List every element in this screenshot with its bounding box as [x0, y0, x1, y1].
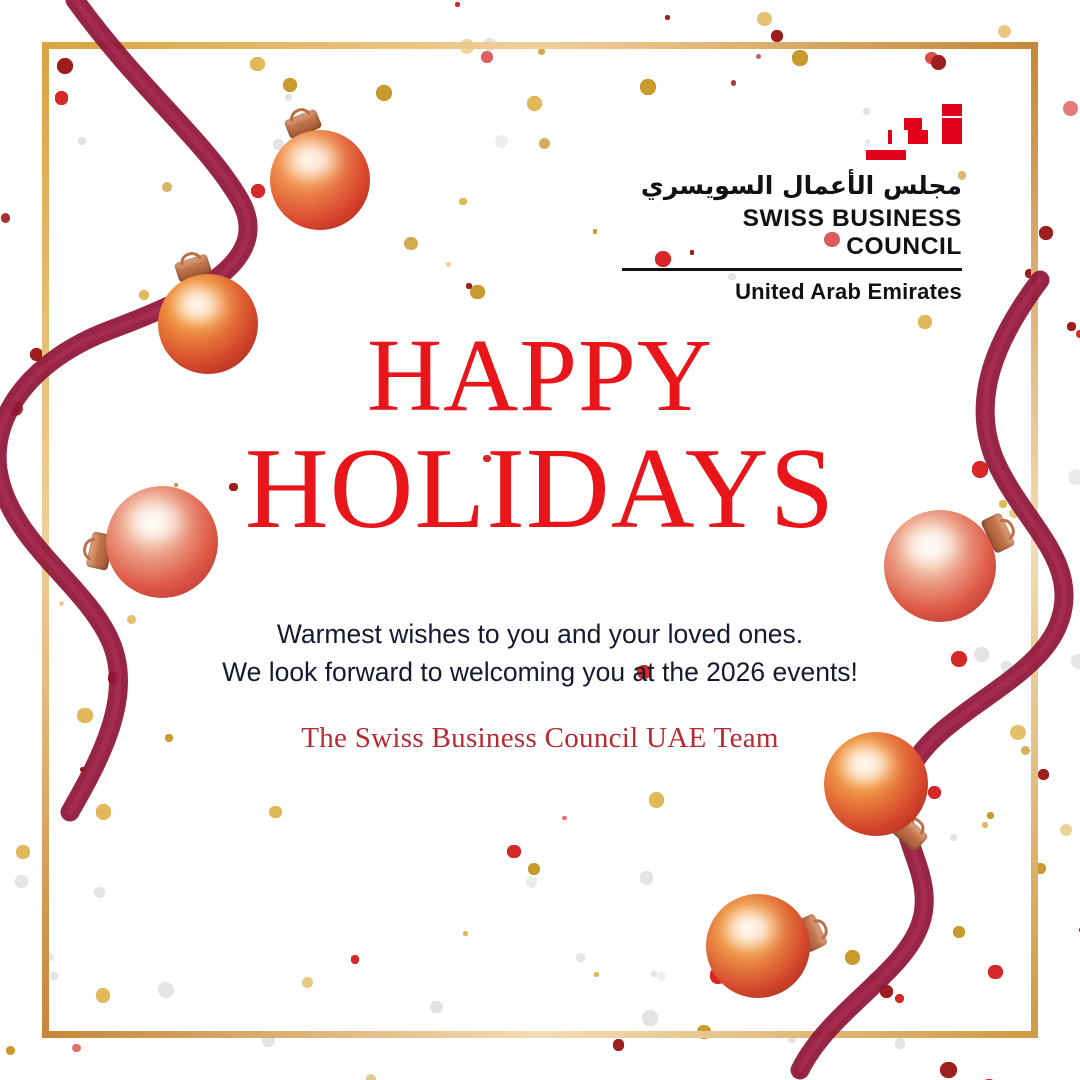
- bauble-top-left-upper: [262, 114, 372, 242]
- headline-line-1: HAPPY: [367, 318, 713, 433]
- logo-arabic-name: مجلس الأعمال السويسري: [640, 171, 962, 200]
- logo-subtitle: United Arab Emirates: [735, 278, 962, 304]
- page-title: [0, 318, 1080, 553]
- message-line-1: Warmest wishes to you and your loved ones.: [276, 619, 804, 649]
- message-line-2: We look forward to welcoming you at the 2026 events!: [222, 656, 858, 687]
- signature-text: The Swiss Business Council UAE Team: [301, 722, 779, 754]
- greeting-message: [0, 616, 1080, 691]
- swiss-business-council-mark-icon: [866, 104, 962, 166]
- logo-english-name: SWISS BUSINESS COUNCIL: [622, 205, 962, 271]
- headline-line-2: HOLIDAYS: [244, 424, 836, 553]
- swiss-business-council-logo: [622, 104, 962, 305]
- bauble-bottom-right-lower: [706, 888, 846, 1018]
